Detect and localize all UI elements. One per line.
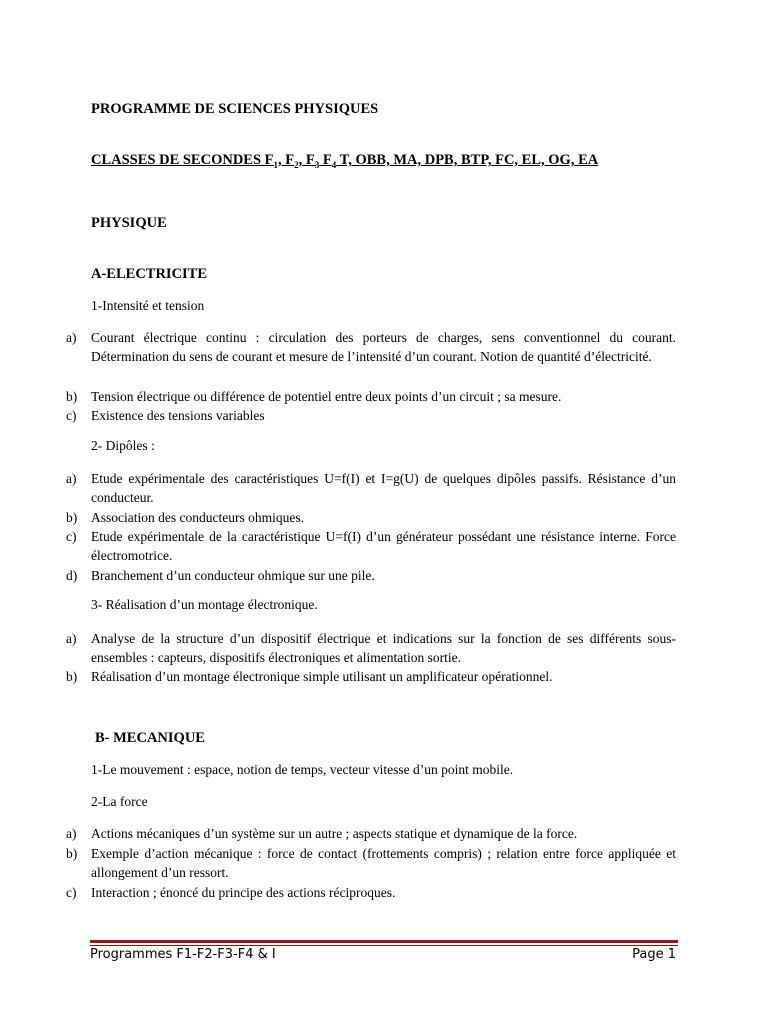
section-b-sub1: 1-Le mouvement : espace, notion de temps, vecteur vitesse d’un point mobile.: [91, 762, 514, 777]
list-item: b) Exemple d’action mécanique : force de contact (frottements compris) ; relation entre force appliquée et allongement d’un ressort.: [66, 846, 676, 881]
section-a-sub1: 1-Intensité et tension: [91, 298, 205, 313]
footer-left: Programmes F1-F2-F3-F4 & I: [90, 947, 276, 962]
footer-page-number: Page 1: [632, 947, 676, 962]
list-item: a) Analyse de la structure d’un dispositif électrique et indications sur la fonction de ses différents sous-ensembles : capteurs, dispositifs électroniques et alimentation sortie.: [66, 631, 676, 666]
section-b-sub2: 2-La force: [91, 794, 148, 809]
list-item: b) Association des conducteurs ohmiques.: [66, 510, 304, 525]
list-item: a) Etude expérimentale des caractéristiques U=f(I) et I=g(U) de quelques dipôles passifs. Résistance d’un conducteur.: [66, 471, 676, 506]
document-title: PROGRAMME DE SCIENCES PHYSIQUES: [91, 101, 379, 117]
list-item: c) Existence des tensions variables: [66, 408, 265, 423]
list-item: a) Courant électrique continu : circulation des porteurs de charges, sens conventionnel du courant. Détermination du sens de courant et mesure de l’intensité d’un courant. Notion de quantité d’électricité.: [66, 330, 676, 365]
section-a-sub3: 3- Réalisation d’un montage électronique.: [91, 597, 318, 612]
classes-heading: CLASSES DE SECONDES $F_1$, $F_2$, $F_3$ $F_4$ T, OBB, MA, DPB, BTP, FC, EL, OG, EA: [91, 152, 599, 170]
section-a-sub2: 2- Dipôles :: [91, 438, 155, 453]
list-item: d) Branchement d’un conducteur ohmique sur une pile.: [66, 568, 375, 583]
section-b-heading: B- MECANIQUE: [95, 730, 205, 746]
list-item: b) Réalisation d’un montage électronique simple utilisant un amplificateur opérationnel.: [66, 669, 553, 684]
list-item: b) Tension électrique ou différence de potentiel entre deux points d’un circuit ; sa mesure.: [66, 389, 562, 404]
list-item: c) Etude expérimentale de la caractéristique U=f(I) d’un générateur possédant une résistance interne. Force électromotrice.: [66, 529, 676, 564]
list-item: a) Actions mécaniques d’un système sur un autre ; aspects statique et dynamique de la force.: [66, 826, 578, 841]
footer-rule-thin: [90, 945, 678, 946]
footer-rule: [90, 940, 678, 943]
list-item: c) Interaction ; énoncé du principe des actions réciproques.: [66, 885, 396, 900]
physique-heading: PHYSIQUE: [91, 215, 167, 231]
section-a-heading: A-ELECTRICITE: [91, 266, 208, 282]
